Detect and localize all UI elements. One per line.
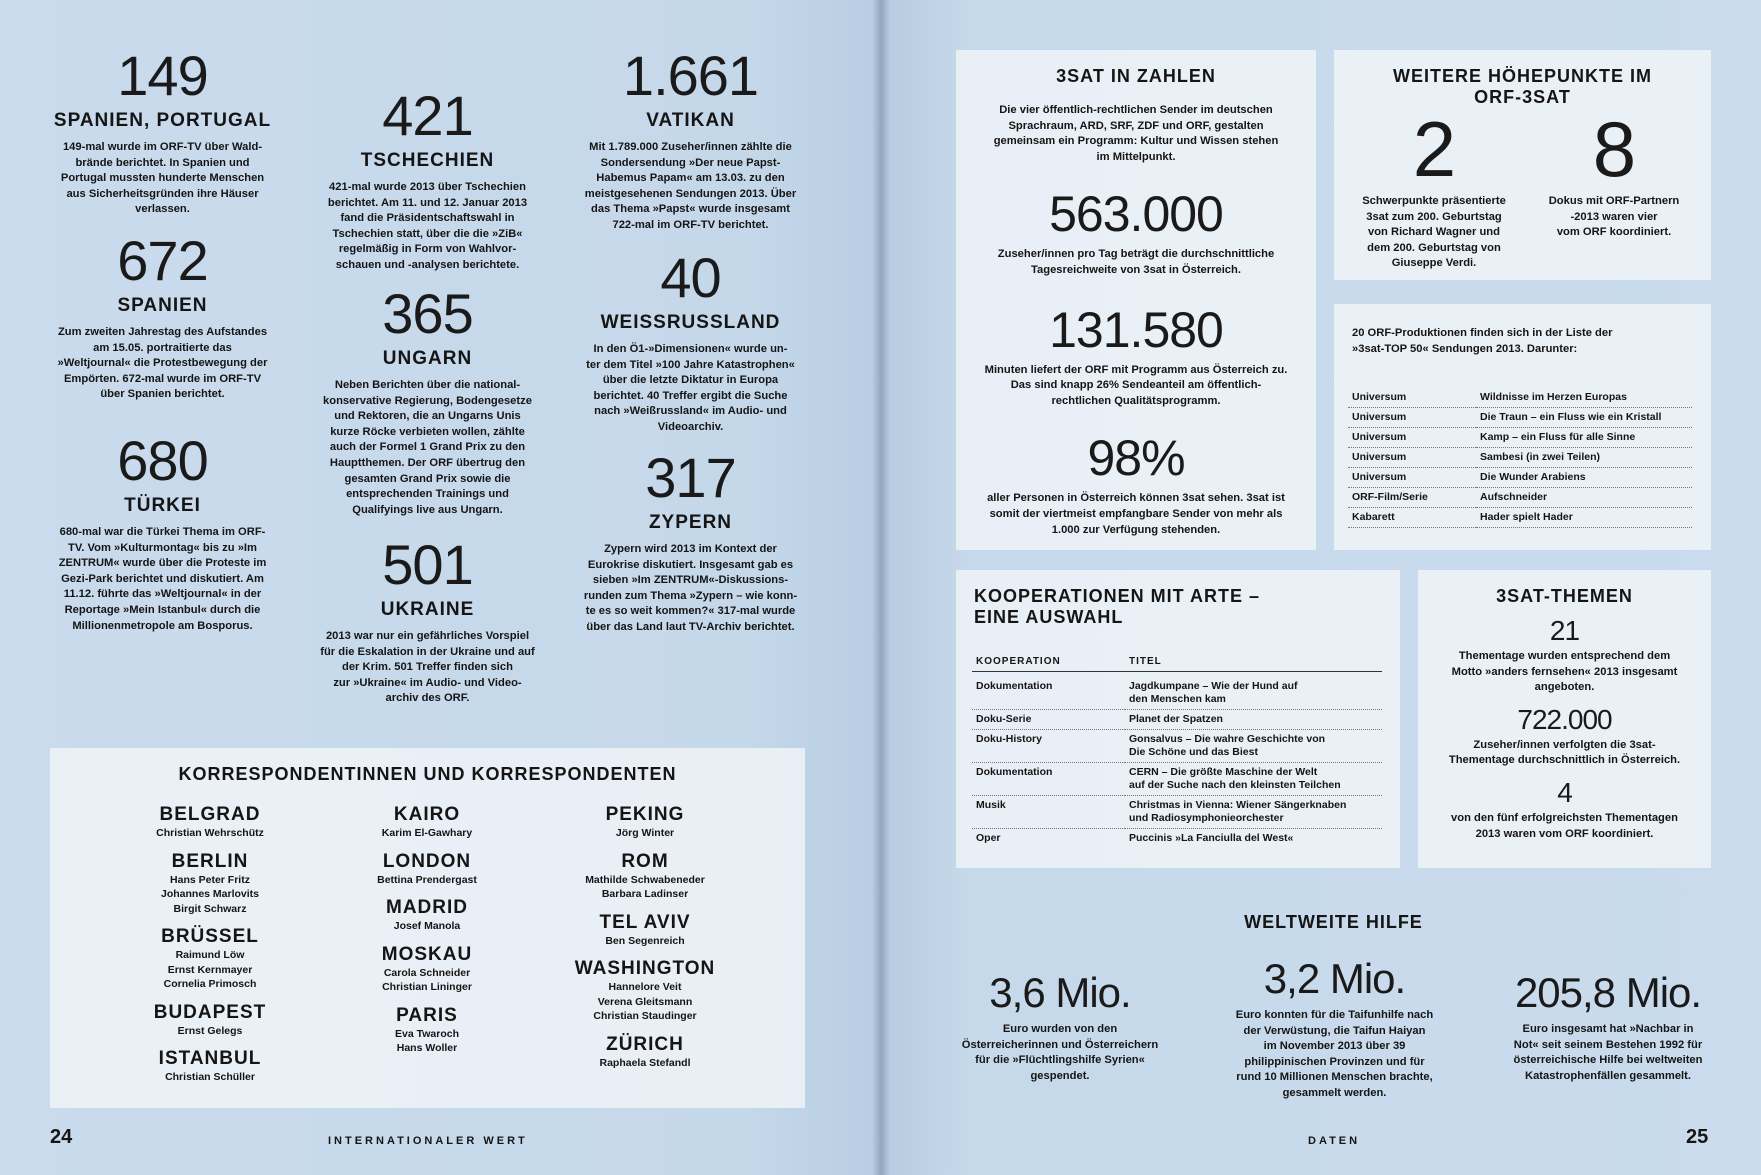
table-row: Oper Puccinis »La Fanciulla del West« [976, 832, 1294, 844]
zahlen-intro: Die vier öffentlich-rechtlichen Sender im deutschen Sprachraum, ARD, SRF, ZDF und ORF, gestalten gemeinsam ein Programm: Kultur und Wissen stehen im Mittelpunkt. [993, 104, 1279, 163]
hoehepunkte-item-2 [1524, 105, 1704, 241]
stat-heading: ZYPERN [648, 512, 733, 533]
hoehepunkte-item-1 [1344, 105, 1524, 272]
stat-heading: UNGARN [382, 348, 473, 369]
themen-text-2: Zuseher/innen verfolgten die 3sat- Thementage durchschnittlich in Österreich. [1448, 738, 1681, 767]
hoehepunkte-number: 2 [1412, 105, 1456, 193]
stat-text: 421-mal wurde 2013 über Tschechien berichtet. Am 11. und 12. Januar 2013 fand die Präsidentschaftswahl in Tschechien statt, über die die »ZiB« regelmäßig in Form von Wahlvor- schauen und -analysen berichtete. [327, 181, 528, 271]
correspondent-names: Carola Schneider Christian Lininger [382, 966, 472, 993]
hilfe-number: 3,6 Mio. [989, 969, 1131, 1016]
stat-heading: SPANIEN, PORTUGAL [53, 110, 272, 131]
city-name: PARIS [396, 1004, 458, 1026]
stat-number: 672 [117, 229, 208, 292]
correspondent-names: Karim El-Gawhary [381, 827, 473, 839]
stat-text: 680-mal war die Türkei Thema im ORF- TV. Vom »Kulturmontag« bis zu »Im ZENTRUM« wurde über die Proteste im Gezi-Park berichtet und diskutiert. Am 11.12. führte das »Weltjournal« in der Reportage »Mein Istanbul« durch die Millionenmetropole am Bosporus. [58, 526, 267, 632]
city-name: LONDON [382, 850, 472, 872]
themen-text-3: von den fünf erfolgreichsten Thementagen 2013 waren vom ORF koordiniert. [1451, 811, 1678, 840]
zahlen-title: 3SAT IN ZAHLEN [1056, 66, 1216, 86]
city-name: MOSKAU [381, 943, 473, 965]
hilfe-title: WELTWEITE HILFE [1244, 912, 1423, 932]
city-name: MADRID [386, 897, 468, 918]
table-row: Kabarett Hader spielt Hader [1348, 508, 1692, 528]
hoehepunkte-text: Dokus mit ORF-Partnern -2013 waren vier vom ORF koordiniert. [1548, 195, 1680, 239]
table-row: Doku-Serie Planet der Spatzen [972, 710, 1382, 730]
city-name: BERLIN [171, 850, 249, 872]
top50-table [1348, 388, 1692, 528]
hoehepunkte-number: 8 [1592, 105, 1636, 193]
correspondent-names: Hannelore Veit Verena Gleitsmann Christian Staudinger [593, 981, 697, 1022]
stat-spanien [45, 229, 280, 403]
city-name: ISTANBUL [158, 1048, 262, 1069]
city-name: TEL AVIV [599, 911, 691, 933]
stat-number: 365 [382, 282, 473, 345]
city-name: BELGRAD [159, 804, 261, 825]
city-name: WASHINGTON [574, 958, 716, 979]
hoehepunkte-text: Schwerpunkte präsentierte 3sat zum 200. Geburtstag von Richard Wagner und dem 200. Geburtstag von Giuseppe Verdi. [1362, 195, 1506, 270]
stat-text: Zypern wird 2013 im Kontext der Eurokrise diskutiert. Insgesamt gab es sieben »Im ZENTRUM«-Diskussions- runden zum Thema »Zypern – wie konn- te es so weit kommen?« 317-mal wurde über das Land laut TV-Archiv berichtet. [583, 543, 798, 633]
zahlen-text-2: Minuten liefert der ORF mit Programm aus Österreich zu. Das sind knapp 26% Sendeanteil am öffentlich- rechtlichen Qualitätsprogramm. [984, 363, 1288, 407]
themen-number-2: 722.000 [1517, 703, 1612, 735]
table-row: Dokumentation CERN – Die größte Maschine der Welt auf der Suche nach den kleinsten Teilchen [972, 763, 1382, 796]
stat-number: 501 [382, 533, 473, 596]
hilfe-text: Euro insgesamt hat »Nachbar in Not« seit seinem Bestehen 1992 für österreichische Hilfe bei weltweiten Katastrophenfällen gesammelt. [1513, 1023, 1703, 1082]
table-row: Doku-History Gonsalvus – Die wahre Geschichte von Die Schöne und das Biest [972, 730, 1382, 763]
stat-number: 40 [660, 246, 721, 309]
stat-text: 149-mal wurde im ORF-TV über Wald- brände berichtet. In Spanien und Portugal mussten hunderte Menschen aus Sicherheitsgründen ihre Häuser verlassen. [60, 141, 265, 216]
table-row: Universum Kamp – ein Fluss für alle Sinne [1348, 428, 1692, 448]
table-row: Dokumentation Jagdkumpane – Wie der Hund auf den Menschen kam [972, 672, 1382, 710]
city-name: ZÜRICH [606, 1033, 684, 1055]
stat-heading: SPANIEN [117, 295, 208, 316]
stat-text: 2013 war nur ein gefährliches Vorspiel für die Eskalation in der Ukraine und auf der Krim. 501 Treffer finden sich zur »Ukraine« im Audio- und Video- archiv des ORF. [320, 630, 535, 705]
top50-box [1334, 304, 1711, 550]
zahlen-number-1: 563.000 [1049, 186, 1223, 243]
stat-tschechien [310, 84, 545, 274]
hilfe-number: 205,8 Mio. [1514, 969, 1702, 1016]
city-name: BUDAPEST [153, 1001, 267, 1023]
city-name: ROM [621, 850, 669, 872]
hoehepunkte-title: WEITERE HÖHEPUNKTE IM ORF-3SAT [1392, 66, 1652, 107]
table-row: Universum Sambesi (in zwei Teilen) [1348, 448, 1692, 468]
correspondent-names: Mathilde Schwabeneder Barbara Ladinser [585, 873, 705, 900]
correspondents-column-3 [535, 800, 755, 1080]
correspondents-column-1 [100, 800, 320, 1095]
correspondent-names: Josef Manola [393, 920, 461, 932]
hoehepunkte-box [1334, 50, 1711, 280]
themen-text-1: Thementage wurden entsprechend dem Motto »anders fernsehen« 2013 insgesamt angeboten. [1451, 650, 1678, 694]
correspondent-names: Christian Schüller [165, 1071, 255, 1083]
stat-number: 149 [117, 44, 208, 107]
correspondent-names: Bettina Prendergast [377, 873, 477, 886]
correspondent-names: Jörg Winter [615, 827, 675, 839]
hilfe-text: Euro konnten für die Taifunhilfe nach der Verwüstung, die Taifun Haiyan im November 2013 über 39 philippinischen Provinzen und für rund 10 Millionen Menschen brachte, gesammelt werden. [1235, 1009, 1434, 1099]
hilfe-item-2 [1222, 955, 1447, 1102]
stat-heading: TÜRKEI [124, 495, 201, 516]
correspondent-names: Raimund Löw Ernst Kernmayer Cornelia Primosch [163, 949, 257, 990]
stat-vatikan [573, 44, 808, 234]
section-label-left: INTERNATIONALER WERT [328, 1135, 528, 1147]
table-row: Universum Die Wunder Arabiens [1348, 468, 1692, 488]
stat-number: 317 [645, 446, 736, 509]
hilfe-text: Euro wurden von den Österreicherinnen und Österreichern für die »Flüchtlingshilfe Syrien« gespendet. [961, 1023, 1159, 1082]
themen-title: 3SAT-THEMEN [1496, 586, 1633, 606]
zahlen-number-2: 131.580 [1049, 301, 1223, 358]
stat-number: 680 [117, 429, 208, 492]
arte-title: KOOPERATIONEN MIT ARTE – EINE AUSWAHL [974, 586, 1261, 627]
spine-gutter [872, 0, 890, 1175]
themen-box [1418, 570, 1711, 868]
stat-heading: TSCHECHIEN [360, 150, 495, 171]
stat-ungarn [310, 282, 545, 518]
city-name: PEKING [605, 804, 685, 825]
stat-text: Neben Berichten über die national- konservative Regierung, Bodengesetze und Rektoren, die an Ungarns Unis kurze Röcke verbieten wollen, zählte auch der Formel 1 Grand Prix zu den Hauptthemen. Der ORF übertrug den gesamten Grand Prix sowie die entsprechenden Trainings und Qualifyings live aus Ungarn. [323, 379, 532, 516]
section-label-right: DATEN [1308, 1135, 1361, 1147]
page-number-left: 24 [50, 1126, 73, 1148]
stat-number: 421 [382, 84, 473, 147]
stat-heading: VATIKAN [646, 110, 735, 131]
table-row: Universum Die Traun – ein Fluss wie ein Kristall [1348, 408, 1692, 428]
stat-spanien-portugal [45, 44, 280, 218]
stat-tuerkei [45, 429, 280, 634]
correspondent-names: Eva Twaroch Hans Woller [395, 1027, 459, 1054]
zahlen-number-3: 98% [1087, 430, 1185, 487]
correspondent-names: Ernst Gelegs [177, 1024, 243, 1037]
table-row: Musik Christmas in Vienna: Wiener Sängerknaben und Radiosymphonieorchester [972, 796, 1382, 829]
correspondents-title: KORRESPONDENTINNEN UND KORRESPONDENTEN [178, 764, 677, 784]
hilfe-number: 3,2 Mio. [1263, 955, 1406, 1002]
stat-heading: UKRAINE [380, 599, 475, 620]
table-header: KOOPERATION TITEL [972, 652, 1382, 672]
zahlen-box [956, 50, 1316, 550]
stat-text: In den Ö1-»Dimensionen« wurde un- ter dem Titel »100 Jahre Katastrophen« über die letzte Diktatur in Europa berichtet. 40 Treffer ergibt die Suche nach »Weißrussland« im Audio- und Videoarchiv. [586, 343, 795, 433]
correspondent-names: Ben Segenreich [605, 934, 685, 947]
stat-text: Mit 1.789.000 Zuseher/innen zählte die Sondersendung »Der neue Papst- Habemus Papam« am 13.03. zu den meistgesehenen Sendungen 2013. Über das Thema »Papst« wurde insgesamt 722-mal im ORF-TV berichtet. [584, 141, 797, 231]
zahlen-text-3: aller Personen in Österreich können 3sat sehen. 3sat ist somit der viertmeist empfangbare Sender von mehr als 1.000 zur Verfügung stehenden. [987, 492, 1285, 536]
arte-box [956, 570, 1400, 868]
arte-table [972, 652, 1382, 848]
table-row: ORF-Film/Serie Aufschneider [1348, 488, 1692, 508]
themen-number-3: 4 [1557, 776, 1572, 808]
page-number-right: 25 [1686, 1126, 1709, 1148]
stat-number: 1.661 [622, 44, 759, 107]
city-name: BRÜSSEL [161, 926, 259, 947]
table-row: Universum Wildnisse im Herzen Europas [1348, 388, 1692, 408]
zahlen-text-1: Zuseher/innen pro Tag beträgt die durchschnittliche Tagesreichweite von 3sat in Österreich. [997, 248, 1275, 276]
stat-weissrussland [573, 246, 808, 436]
top50-intro: 20 ORF-Produktionen finden sich in der Liste der »3sat-TOP 50« Sendungen 2013. Darunter: [1352, 327, 1613, 355]
correspondents-column-2 [317, 800, 537, 1066]
hilfe-item-1 [960, 969, 1160, 1084]
city-name: KAIRO [393, 804, 461, 825]
stat-ukraine [310, 533, 545, 707]
stat-text: Zum zweiten Jahrestag des Aufstandes am 15.05. portraitierte das »Weltjournal« die Protestbewegung der Empörten. 672-mal wurde im ORF-TV über Spanien berichtet. [57, 326, 268, 401]
correspondent-names: Raphaela Stefandl [599, 1056, 691, 1069]
correspondent-names: Christian Wehrschütz [156, 827, 264, 839]
correspondent-names: Hans Peter Fritz Johannes Marlovits Birgit Schwarz [160, 873, 260, 915]
stat-heading: WEISSRUSSLAND [600, 312, 781, 333]
themen-number-1: 21 [1549, 615, 1580, 646]
hilfe-item-3 [1498, 969, 1718, 1084]
stat-zypern [573, 446, 808, 636]
